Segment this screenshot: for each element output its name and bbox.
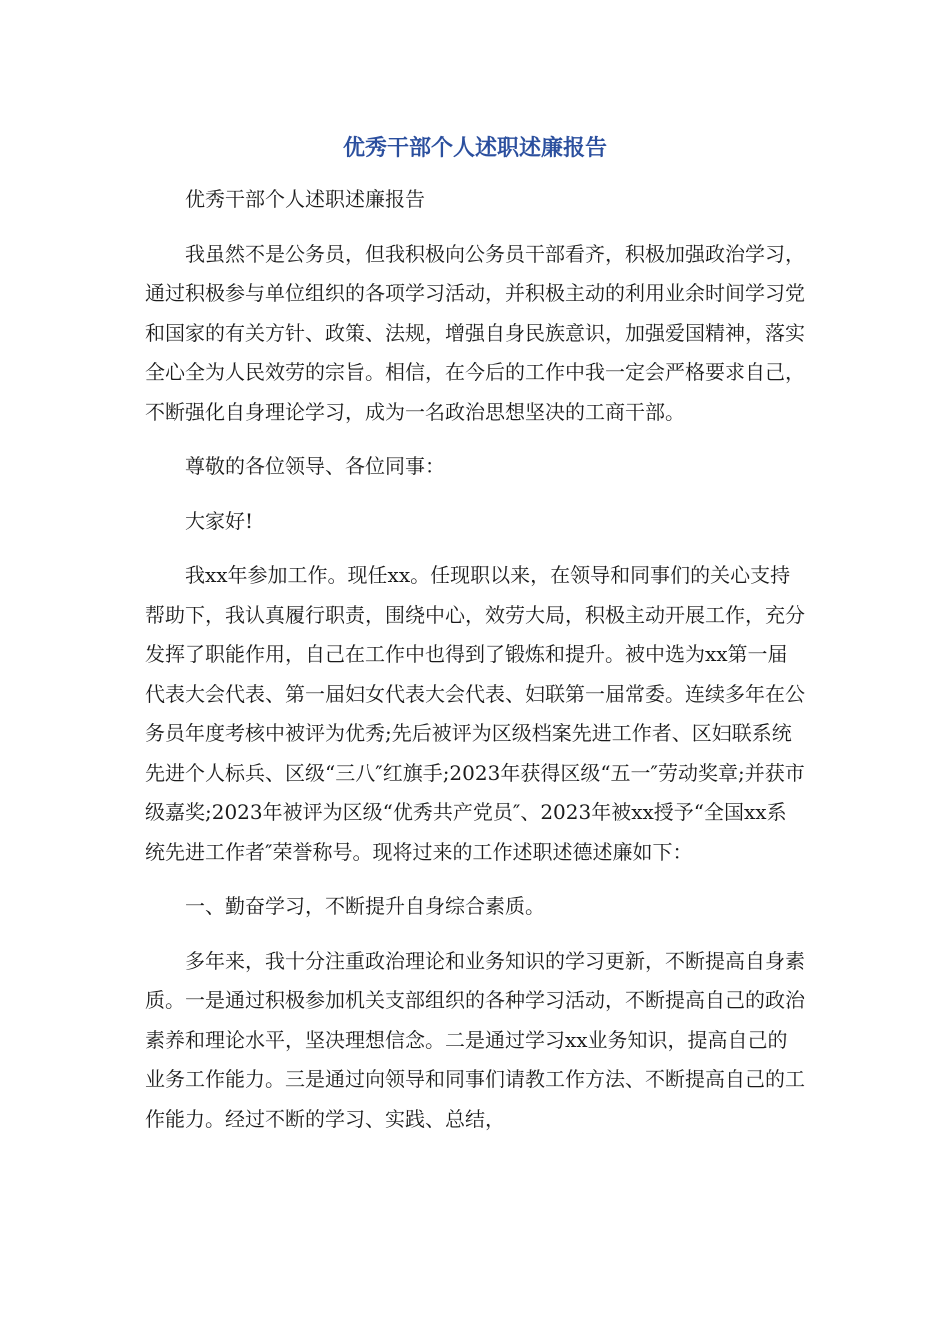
paragraph-subtitle: 优秀干部个人述职述廉报告 bbox=[185, 187, 425, 211]
paragraph-section-heading-1: 一、勤奋学习，不断提升自身综合素质。 bbox=[185, 894, 545, 918]
paragraph-political-study: 我虽然不是公务员，但我积极向公务员干部看齐，积极加强政治学习，通过积极参与单位组织的各项学习活动，并积极主动的利用业余时间学习党和国家的有关方针、政策、法规，增强自身民族意识，加强爱国精神，落实全心全为人民效劳的宗旨。相信，在今后的工作中我一定会严格要求自己，不断强化自身理论学习，成为一名政治思想坚决的工商干部。 bbox=[145, 241, 805, 424]
document-title: 优秀干部个人述职述廉报告 bbox=[342, 136, 607, 161]
paragraph-salutation: 尊敬的各位领导、各位同事： bbox=[185, 454, 445, 478]
paragraph-study-details: 多年来，我十分注重政治理论和业务知识的学习更新，不断提高自身素质。一是通过积极参加机关支部组织的各种学习活动，不断提高自己的政治素养和理论水平，坚决理想信念。二是通过学习xx业务知识，提高自己的业务工作能力。三是通过向领导和同事们请教工作方法、不断提高自己的工作能力。经过不断的学习、实践、总结， bbox=[145, 948, 805, 1131]
paragraph-work-overview: 我xx年参加工作。现任xx。任现职以来，在领导和同事们的关心支持帮助下，我认真履行职责，围绕中心，效劳大局，积极主动开展工作，充分发挥了职能作用，自己在工作中也得到了锻炼和提升。被中选为xx第一届代表大会代表、第一届妇女代表大会代表、妇联第一届常委。连续多年在公务员年度考核中被评为优秀;先后被评为区级档案先进工作者、区妇联系统先进个人标兵、区级“三八″红旗手;2023年获得区级“五一″劳动奖章;并获市级嘉奖;2023年被评为区级“优秀共产党员″、2023年被xx授予“全国xx系统先进工作者″荣誉称号。现将过来的工作述职述德述廉如下： bbox=[145, 563, 805, 864]
paragraph-greeting: 大家好! bbox=[185, 508, 254, 533]
document-body bbox=[145, 180, 805, 1154]
